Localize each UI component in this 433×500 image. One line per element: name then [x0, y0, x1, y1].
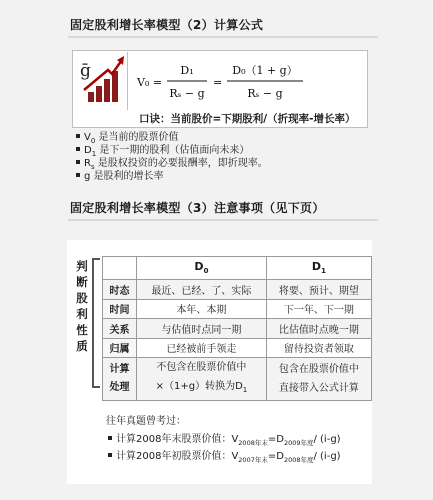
- cell-d0: 最近、已经、了、实际: [137, 280, 267, 300]
- table-row: [103, 338, 372, 358]
- ddm-formula: [135, 57, 363, 107]
- table-row: [103, 319, 372, 339]
- row-label-time: 时间: [103, 299, 137, 319]
- table-row: [103, 299, 372, 319]
- cell-d1-calc: 包含在股票价值中 直接带入公式计算: [266, 358, 371, 401]
- title-divider: [68, 36, 378, 38]
- formula-denominator-1: Rₛ − g: [169, 87, 205, 100]
- cell-d1: 下一年、下一期: [266, 299, 371, 319]
- formula-equals: =: [213, 76, 223, 89]
- variable-definitions: [74, 131, 374, 183]
- cell-d0: 已经被前手领走: [137, 338, 267, 358]
- header-d0: $D_0$: [137, 257, 267, 280]
- cell-d0-calc: 不包含在股票价值中 ×（1+g）转换为$D_1$: [137, 358, 267, 401]
- title-divider-2: [68, 219, 378, 221]
- header-d1: $D_1$: [266, 257, 371, 280]
- section-title-formula: 固定股利增长率模型（2）计算公式: [70, 18, 264, 32]
- mnemonic-text: 口诀：当前股价=下期股利/（折现率-增长率）: [139, 113, 356, 125]
- row-label-calc: 计算 处理: [103, 358, 137, 401]
- table-header-row: [103, 257, 372, 280]
- formula-box: [72, 50, 368, 128]
- header-empty: [103, 257, 137, 280]
- side-bracket: [92, 258, 100, 388]
- bullet-rs: $R_s$ 是股权投资的必要报酬率，即折现率。: [74, 157, 374, 170]
- side-title: 判 断 股 利 性 质: [76, 259, 88, 353]
- growth-chart-arrow-icon: [74, 52, 126, 110]
- bullet-v0: $V_0$ 是当前的股票价值: [74, 131, 374, 144]
- formula-divider: [127, 52, 128, 110]
- past-exam-line-1: 计算2008年末股票价值：$V_{2008年末}=D_{2009年度}/$ (i-g): [106, 430, 341, 447]
- table-row: [103, 280, 372, 300]
- cell-d0: 本年、本期: [137, 299, 267, 319]
- formula-numerator-1: D₁: [180, 64, 194, 77]
- past-exam-intro: 往年真题曾考过：: [106, 416, 186, 427]
- row-label-relation: 关系: [103, 319, 137, 339]
- formula-denominator-2: Rₛ − g: [247, 87, 283, 100]
- d0-d1-comparison-table: [102, 256, 372, 401]
- row-label-tense: 时态: [103, 280, 137, 300]
- row-label-ownership: 归属: [103, 338, 137, 358]
- cell-d1: 将要、预计、期望: [266, 280, 371, 300]
- cell-d1: 留待投资者领取: [266, 338, 371, 358]
- past-exam-line-2: 计算2008年初股票价值：$V_{2007年末}=D_{2008年度}/$ (i-g): [106, 447, 341, 464]
- cell-d0: 与估值时点同一期: [137, 319, 267, 339]
- bullet-d1: $D_1$ 是下一期的股利（估值面向未来）: [74, 144, 374, 157]
- g-bar-symbol: ḡ: [80, 61, 91, 81]
- cell-d1: 比估值时点晚一期: [266, 319, 371, 339]
- formula-v0: V₀ =: [137, 76, 163, 89]
- table-row-calc: [103, 358, 372, 401]
- formula-numerator-2: D₀（1 + g）: [232, 64, 298, 77]
- section-title-notes: 固定股利增长率模型（3）注意事项（见下页）: [70, 201, 325, 215]
- bullet-g: g 是股利的增长率: [74, 170, 374, 183]
